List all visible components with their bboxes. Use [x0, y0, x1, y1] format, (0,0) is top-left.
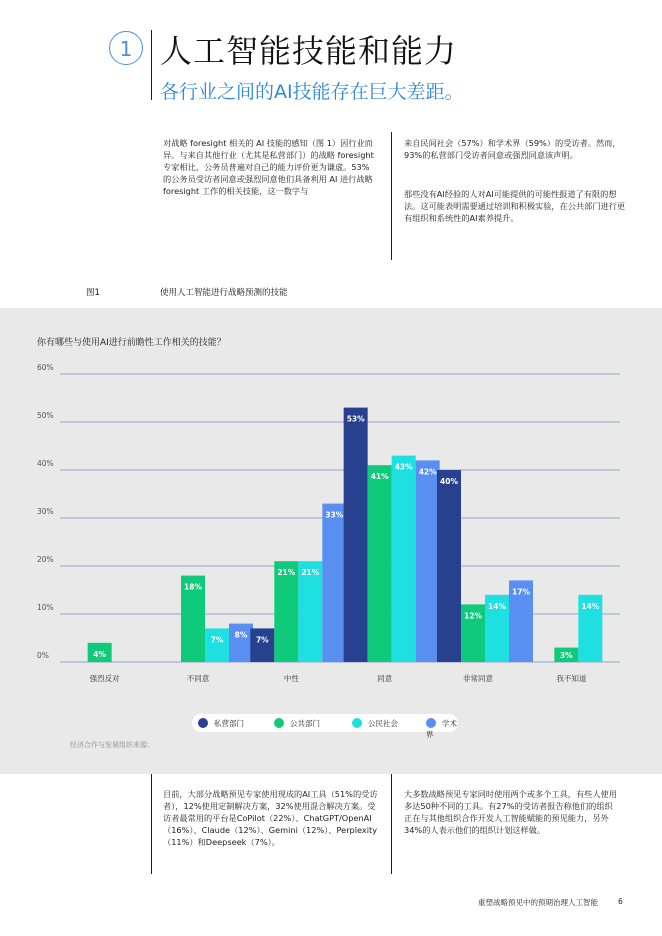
- legend-item-civil: [352, 718, 398, 729]
- figure-caption: 使用人工智能进行战略预测的技能: [160, 288, 288, 298]
- page-title: 人工智能技能和能力: [160, 32, 458, 70]
- x-tick-label: 非常同意: [463, 674, 493, 683]
- legend-label: 公共部门: [290, 719, 320, 728]
- bar: [368, 465, 392, 662]
- legend-swatch: [426, 718, 436, 728]
- data-label: 14%: [581, 601, 600, 611]
- body-left-paragraph: 目前，大部分战略预见专家使用现成的AI工具（51%的受访者），12%使用定制解决方案，32%使用混合解决方案。受访者最常用的平台是CoPilot（22%）、ChatGPT/OpenAI（16%）、Claude（12%）、Gemini（12%）、Perplexity（11%）和Deepseek（7%）。: [163, 789, 378, 847]
- x-tick-label: 中性: [283, 674, 299, 683]
- legend-swatch: [274, 718, 284, 728]
- y-tick-label: 60%: [37, 363, 54, 372]
- data-label: 14%: [488, 601, 506, 611]
- body-right-paragraph: 大多数战略预见专家同时使用两个或多个工具，有些人使用多达50种不同的工具。有27%的受访者报告称他们的组织正在与其他组织合作开发人工智能赋能的预见能力，另外34%的人表示他们的组织计划这样做。: [404, 789, 617, 835]
- y-tick-label: 30%: [37, 507, 54, 516]
- page-subtitle: 各行业之间的AI技能存在巨大差距。: [160, 81, 464, 103]
- intro-column-divider: [391, 132, 392, 260]
- section-number-badge: 1: [109, 31, 143, 65]
- legend-item-private: [198, 718, 244, 729]
- data-label: 12%: [464, 611, 482, 621]
- body-column-divider: [391, 774, 392, 874]
- data-label: 21%: [277, 568, 296, 578]
- data-label: 43%: [394, 462, 413, 472]
- legend-item-public: [274, 718, 320, 729]
- legend-swatch: [198, 718, 208, 728]
- bar: [392, 456, 416, 662]
- y-tick-label: 50%: [37, 411, 54, 420]
- data-label: 33%: [325, 510, 344, 520]
- bar: [437, 470, 461, 662]
- chart-legend: [192, 714, 458, 739]
- x-tick-label: 我不知道: [556, 674, 587, 683]
- intro-right-paragraph-2: 那些没有AI经验的人对AI可能提供的可能性报道了有限的想法。这可能表明需要通过培训和积极实验，在公共部门进行更有组织和系统性的AI素养提升。: [404, 189, 626, 223]
- data-label: 53%: [346, 414, 365, 424]
- bar: [322, 504, 346, 662]
- data-label: 40%: [440, 477, 458, 486]
- y-tick-label: 10%: [37, 603, 54, 612]
- legend-label: 公民社会: [368, 719, 398, 728]
- y-tick-label: 0%: [37, 651, 49, 660]
- data-label: 3%: [559, 651, 573, 660]
- header-divider: [151, 30, 152, 100]
- bar-chart: [0, 360, 662, 690]
- data-label: 4%: [93, 649, 107, 659]
- chart-question: 你有哪些与使用AI进行前瞻性工作相关的技能？: [37, 338, 226, 348]
- intro-right-paragraph-1: 来自民间社会（57%）和学术界（59%）的受访者。然而，93%的私营部门受访者同意或强烈同意该声明。: [404, 138, 621, 160]
- data-label: 7%: [210, 635, 224, 645]
- bar: [250, 628, 274, 662]
- y-tick-label: 20%: [37, 555, 54, 564]
- data-label: 21%: [301, 568, 320, 578]
- data-label: 42%: [418, 467, 437, 477]
- data-label: 18%: [184, 582, 202, 592]
- legend-item-academia: [426, 718, 458, 740]
- x-tick-label: 不同意: [186, 674, 210, 683]
- x-tick-label: 同意: [377, 674, 393, 683]
- legend-swatch: [352, 718, 362, 728]
- bar: [344, 408, 368, 662]
- footer-title: 重塑战略预见中的预期治理人工智能: [478, 898, 598, 907]
- intro-left-paragraph: 对战略 foresight 相关的 AI 技能的感知（图 1）因行业而异。与来自其他行业（尤其是私营部门）的战略 foresight 专家相比，公务员普遍对自己的能力评价更为谦虚。53% 的公务员受访者同意或强烈同意他们具备利用 AI 进行战略 foresight 工作的相关技能，这一数字与: [163, 138, 374, 196]
- legend-label: 私营部门: [214, 719, 244, 728]
- bar: [416, 460, 440, 662]
- chart-source: 经济合作与发展组织来源：: [70, 741, 154, 749]
- data-label: 8%: [234, 630, 248, 640]
- legend-label: 学术界: [426, 719, 457, 739]
- bar: [229, 624, 253, 662]
- data-label: 17%: [512, 587, 530, 597]
- x-tick-label: 强烈反对: [89, 674, 120, 683]
- page-number: 6: [618, 897, 623, 906]
- bar: [205, 628, 229, 662]
- y-tick-label: 40%: [37, 459, 54, 468]
- body-left-divider: [151, 774, 152, 874]
- figure-label: 图1: [86, 288, 100, 298]
- data-label: 7%: [255, 635, 269, 645]
- data-label: 41%: [370, 472, 389, 482]
